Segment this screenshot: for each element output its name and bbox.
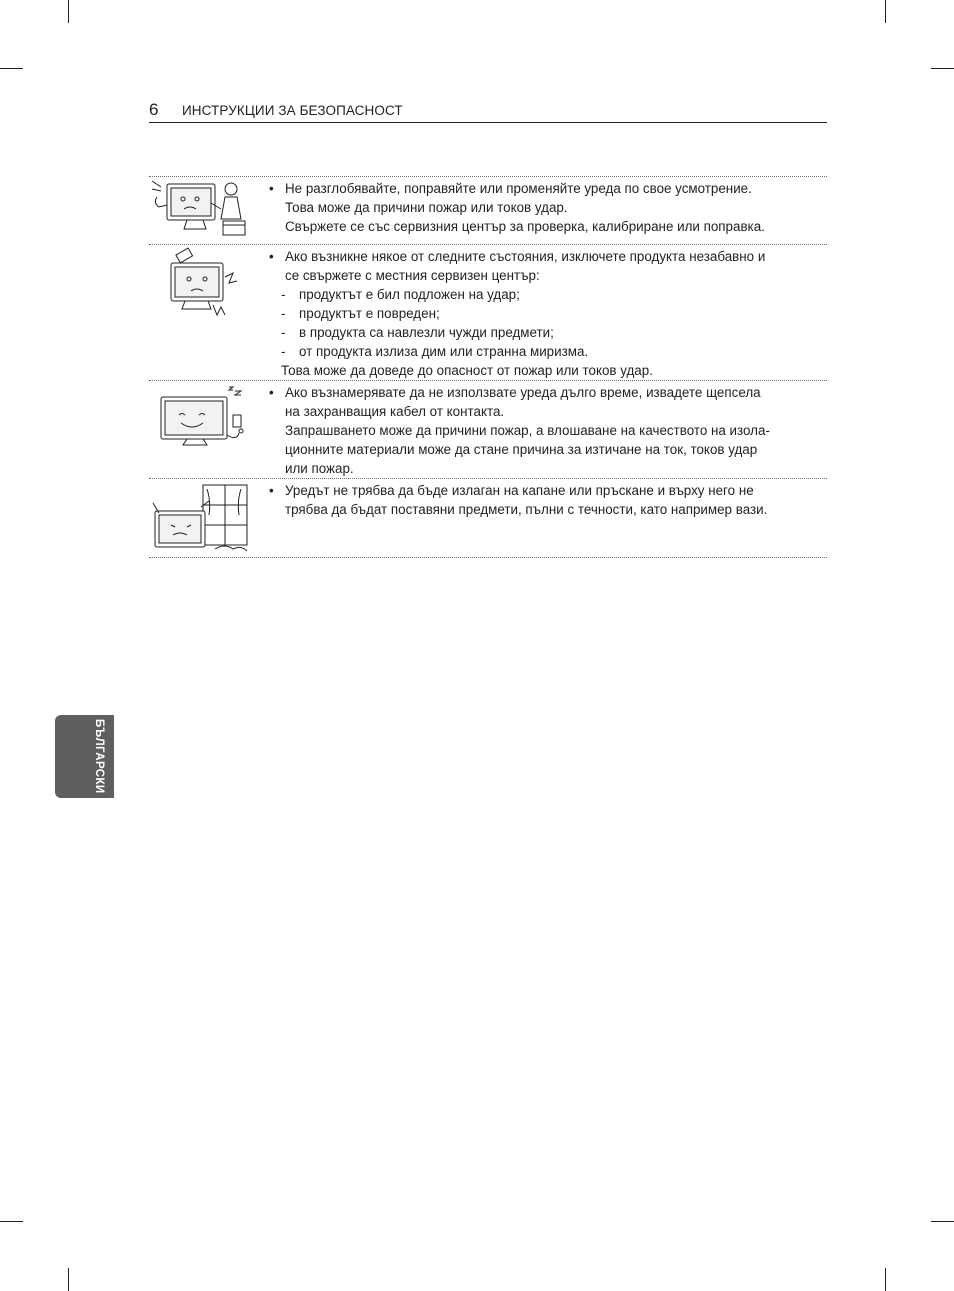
bullet-item: • Уредът не трябва да бъде излаган на капане или пръскане и върху него не (267, 481, 827, 500)
safety-table (149, 176, 827, 558)
dash-item: - от продукта излиза дим или странна миризма. (267, 342, 827, 361)
safety-row (149, 177, 827, 245)
crop-mark (885, 0, 886, 23)
crop-mark (68, 1268, 69, 1291)
text-line: на захранващия кабел от контакта. (285, 404, 505, 419)
dash-item: - в продукта са навлезли чужди предмети; (267, 323, 827, 342)
row-text (267, 245, 827, 380)
safety-row (149, 381, 827, 479)
crop-mark (931, 68, 954, 69)
language-tab (55, 715, 114, 798)
dash-item: - продуктът е повреден; (267, 304, 827, 323)
bullet-item: • Не разглобявайте, поправяйте или променяйте уреда по свое усмотрение. (267, 179, 827, 198)
text-line: трябва да бъдат поставяни предмети, пълни с течности, като например вази. (285, 502, 768, 517)
page-header (149, 100, 827, 123)
safety-row (149, 245, 827, 381)
crop-mark (885, 1268, 886, 1291)
tv-disassembly-illustration (151, 179, 261, 241)
tv-unplug-illustration (151, 383, 261, 453)
text-line: Това може да причини пожар или токов удар. (285, 200, 568, 215)
row-text (267, 381, 827, 478)
row-text (267, 479, 827, 519)
bullet-item: • Ако възникне някое от следните състояния, изключете продукта незабавно и (267, 247, 827, 266)
text-line: ционните материали може да стане причина за изтичане на ток, токов удар (285, 442, 758, 457)
header-title: ИНСТРУКЦИИ ЗА БЕЗОПАСНОСТ (182, 103, 403, 118)
page-number: 6 (149, 100, 159, 119)
note-text: Това може да доведе до опасност от пожар или токов удар. (281, 363, 653, 378)
crop-mark (931, 1221, 954, 1222)
tv-damage-illustration (151, 247, 261, 317)
text-line: или пожар. (285, 461, 354, 476)
row-text (267, 177, 827, 236)
tv-water-splash-illustration (151, 481, 261, 555)
crop-mark (0, 68, 23, 69)
text-line: Запрашването може да причини пожар, а влошаване на качеството на изола- (285, 423, 770, 438)
safety-row (149, 479, 827, 558)
crop-mark (68, 0, 69, 23)
crop-mark (0, 1221, 23, 1222)
text-line: Свържете се със сервизния център за проверка, калибриране или поправка. (285, 219, 765, 234)
text-line: се свържете с местния сервизен център: (285, 268, 540, 283)
language-label: БЪЛГАРСКИ (93, 719, 105, 794)
bullet-item: • Ако възнамерявате да не използвате уреда дълго време, извадете щепсела (267, 383, 827, 402)
dash-item: - продуктът е бил подложен на удар; (267, 285, 827, 304)
